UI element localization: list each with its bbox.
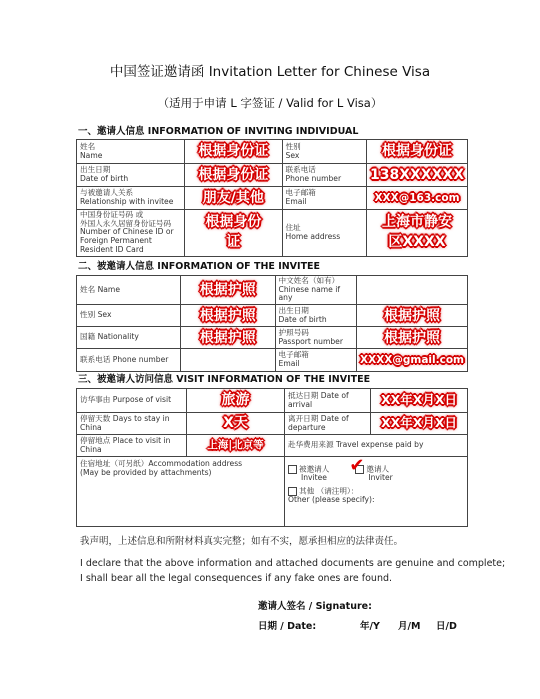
visit-arrival-label: 抵达日期 Date of arrival	[285, 389, 371, 413]
option-other[interactable]: 其他 （请注明）： Other (please specify):	[288, 486, 375, 505]
visit-accommodation-cell[interactable]	[77, 457, 285, 527]
visit-expense-label: 赴华费用来源 Travel expense paid by	[285, 435, 468, 457]
section-invitee-heading: 二、被邀请人信息 INFORMATION OF THE INVITEE	[78, 261, 321, 272]
invitee-nationality-value[interactable]: 根据护照	[180, 327, 275, 349]
signature-label: 邀请人签名 / Signature:	[258, 601, 372, 612]
inviter-id-label: 中国身份证号码 或 外国人永久居留身份证号码 Number of Chinese ID or Foreign Permanent Resident ID Card	[77, 210, 185, 257]
inviter-table	[76, 139, 468, 257]
document-title: 中国签证邀请函 Invitation Letter for Chinese Visa	[109, 64, 431, 80]
invitee-chinese-name-label: 中文姓名（如有） Chinese name if any	[275, 276, 356, 305]
visit-purpose-label: 访华事由 Purpose of visit	[77, 389, 187, 413]
visit-arrival-value[interactable]: XX年X月X日	[371, 389, 468, 413]
inviter-name-value[interactable]: 根据身份证	[185, 140, 282, 164]
visit-place-value[interactable]: 上海|北京等	[187, 435, 285, 457]
red-check-mark-icon: ✔	[349, 455, 365, 476]
inviter-address-label: 住址 Home address	[282, 210, 366, 257]
invitee-email-value[interactable]: XXXX@gmail.com	[357, 349, 468, 372]
month-label: 月/M	[398, 621, 421, 632]
section-inviter-heading: 一、邀请人信息 INFORMATION OF INVITING INDIVIDUAL	[78, 126, 359, 137]
inviter-address-value[interactable]: 上海市静安 区XXXX	[367, 210, 468, 257]
visit-purpose-value[interactable]: 旅游	[187, 389, 285, 413]
invitee-checkbox[interactable]	[288, 465, 297, 474]
invitee-passport-label: 护照号码 Passport number	[275, 327, 356, 349]
invitee-chinese-name-value[interactable]	[357, 276, 468, 305]
visit-place-label: 停留地点 Place to visit in China	[77, 435, 187, 457]
invitee-sex-label: 性别 Sex	[77, 305, 181, 327]
inviter-relationship-label: 与被邀请人关系 Relationship with invitee	[77, 187, 185, 210]
option-invitee[interactable]: 被邀请人 Invitee	[288, 465, 329, 483]
inviter-email-label: 电子邮箱 Email	[282, 187, 366, 210]
option-inviter[interactable]: 邀请人 Inviter ✔	[349, 455, 393, 483]
declaration-en-line2: I shall bear all the legal consequences if any fake ones are found.	[80, 573, 393, 584]
invitee-name-value[interactable]: 根据护照	[180, 276, 275, 305]
inviter-phone-label: 联系电话 Phone number	[282, 164, 366, 187]
invitee-name-label: 姓名 Name	[77, 276, 181, 305]
section-visit-heading: 三、被邀请人访问信息 VISIT INFORMATION OF THE INVITEE	[78, 374, 371, 385]
date-label: 日期 / Date:	[258, 621, 317, 632]
invitee-dob-label: 出生日期 Date of birth	[275, 305, 356, 327]
accommodation-label-cn: 住宿地址（可另纸）Accommodation address	[80, 459, 243, 468]
document-subtitle: （适用于申请 L 字签证 / Valid for L Visa）	[157, 96, 383, 110]
visit-expense-options	[285, 457, 468, 527]
inviter-sex-label: 性别 Sex	[282, 140, 366, 164]
invitee-table	[76, 275, 468, 372]
invitee-phone-label: 联系电话 Phone number	[77, 349, 181, 372]
visit-stay-label: 停留天数 Days to stay in China	[77, 413, 187, 435]
visit-departure-label: 离开日期 Date of departure	[285, 413, 371, 435]
invitee-sex-value[interactable]: 根据护照	[180, 305, 275, 327]
visit-table	[76, 388, 468, 527]
invitee-phone-value[interactable]	[180, 349, 275, 372]
inviter-dob-label: 出生日期 Date of birth	[77, 164, 185, 187]
inviter-relationship-value[interactable]: 朋友/其他	[185, 187, 282, 210]
inviter-name-label: 姓名 Name	[77, 140, 185, 164]
declaration-cn: 我声明，上述信息和所附材料真实完整；如有不实，愿承担相应的法律责任。	[80, 536, 404, 547]
inviter-email-value[interactable]: XXX@163.com	[367, 187, 468, 210]
day-label: 日/D	[436, 621, 457, 632]
inviter-sex-value[interactable]: 根据身份证	[367, 140, 468, 164]
year-label: 年/Y	[360, 621, 380, 632]
visit-departure-value[interactable]: XX年X月X日	[371, 413, 468, 435]
declaration-en-line1: I declare that the above information and attached documents are genuine and complete;	[80, 558, 506, 569]
accommodation-label-en: (May be provided by attachments)	[80, 467, 212, 477]
visit-stay-value[interactable]: X天	[187, 413, 285, 435]
inviter-id-value[interactable]: 根据身份 证	[185, 210, 282, 257]
invitee-dob-value[interactable]: 根据护照	[357, 305, 468, 327]
invitee-email-label: 电子邮箱 Email	[275, 349, 356, 372]
invitee-nationality-label: 国籍 Nationality	[77, 327, 181, 349]
inviter-dob-value[interactable]: 根据身份证	[185, 164, 282, 187]
invitee-passport-value[interactable]: 根据护照	[357, 327, 468, 349]
inviter-phone-value[interactable]: 138XXXXXX	[367, 164, 468, 187]
